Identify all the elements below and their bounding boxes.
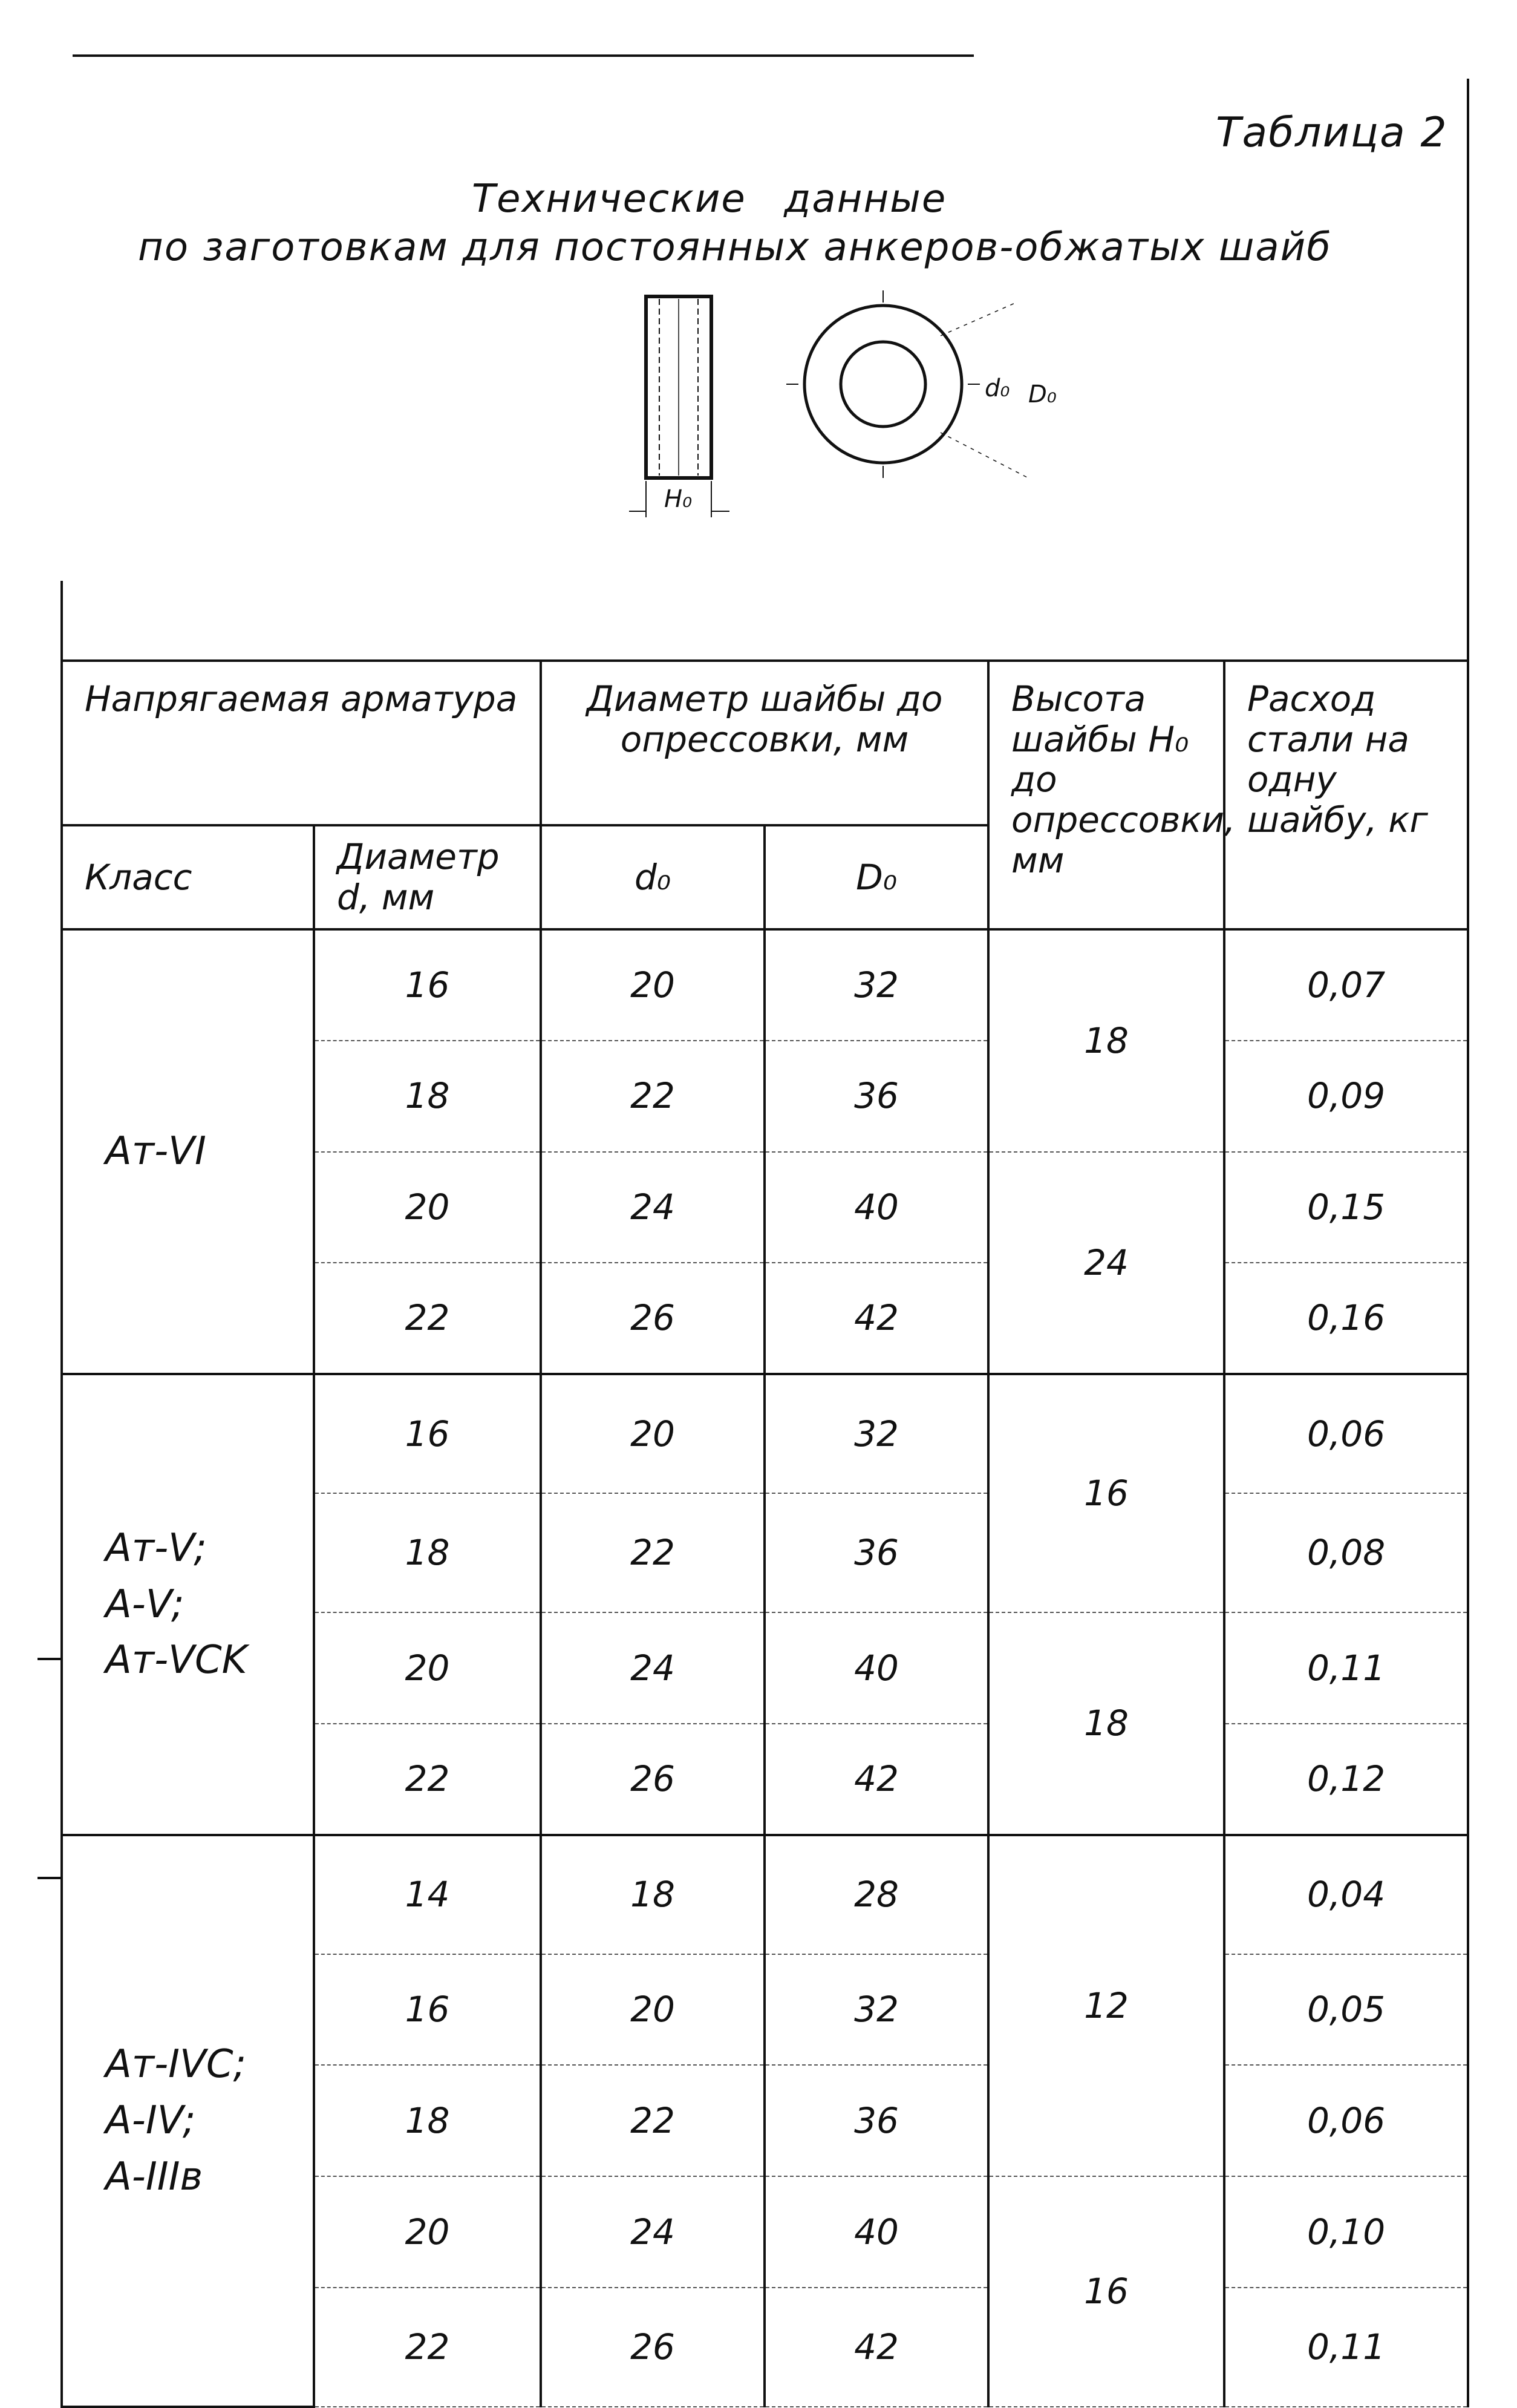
cell-height: 18 (988, 1612, 1224, 1835)
class-line: Ат-IVC; (105, 2042, 247, 2087)
cell-d0: 24 (541, 1152, 765, 1263)
class-line: А-IV; (105, 2098, 196, 2143)
cell-bar-diameter: 20 (314, 2176, 541, 2288)
table-row (62, 929, 1468, 1041)
cell-D0: 40 (765, 1612, 988, 1724)
cell-bar-diameter: 20 (314, 1152, 541, 1263)
cell-D0: 40 (765, 1152, 988, 1263)
header-d0: d₀ (541, 825, 765, 929)
left-frame-line (60, 581, 63, 659)
header-washer-diameter: Диаметр шайбы до опрессовки, мм (541, 661, 988, 825)
class-line: Ат-VCK (105, 1638, 247, 1683)
cell-mass: 0,05 (1224, 1954, 1468, 2066)
cell-D0: 28 (765, 1835, 988, 1954)
cell-bar-diameter: 18 (314, 1041, 541, 1152)
cell-height: 24 (988, 1152, 1224, 1375)
cell-height: 18 (988, 929, 1224, 1152)
cell-d0: 22 (541, 1041, 765, 1152)
cell-mass: 0,10 (1224, 2176, 1468, 2288)
page-title-line2: по заготовкам для постоянных анкеров-обжатых шайб (138, 225, 1332, 270)
cell-mass: 0,16 (1224, 1263, 1468, 1374)
cell-bar-diameter: 18 (314, 1493, 541, 1612)
cell-mass: 0,08 (1224, 1493, 1468, 1612)
cell-height: 16 (988, 1374, 1224, 1612)
cell-D0: 36 (765, 1041, 988, 1152)
cell-bar-diameter: 20 (314, 1612, 541, 1724)
header-D0: D₀ (765, 825, 988, 929)
cell-d0: 18 (541, 1835, 765, 1954)
header-washer-height: Высота шайбы H₀ до опрессовки, мм (988, 661, 1224, 929)
dim-label-D0: D₀ (1028, 381, 1057, 408)
class-cell: Ат-VI (62, 929, 314, 1374)
cell-mass: 0,04 (1224, 1835, 1468, 1954)
cell-D0: 36 (765, 1493, 988, 1612)
cell-bar-diameter: 16 (314, 929, 541, 1041)
cell-d0: 20 (541, 1954, 765, 2066)
cell-d0: 26 (541, 2288, 765, 2407)
cell-d0: 20 (541, 1374, 765, 1493)
cell-bar-diameter: 18 (314, 2065, 541, 2176)
cell-D0: 40 (765, 2176, 988, 2288)
header-class: Класс (62, 825, 314, 929)
table-number-label: Таблица 2 (1216, 109, 1448, 157)
header-steel-consumption: Расход стали на одну шайбу, кг (1224, 661, 1468, 929)
cell-mass: 0,11 (1224, 2288, 1468, 2407)
cell-bar-diameter: 14 (314, 1835, 541, 1954)
cell-bar-diameter: 16 (314, 1954, 541, 2066)
class-cell (62, 1835, 314, 2407)
cell-D0: 32 (765, 1374, 988, 1493)
dim-label-h0: H₀ (664, 485, 693, 513)
cell-bar-diameter: 22 (314, 2288, 541, 2407)
washer-side-view (629, 296, 729, 517)
cell-mass: 0,06 (1224, 2065, 1468, 2176)
cell-d0: 22 (541, 1493, 765, 1612)
margin-mark-2 (38, 1877, 62, 1879)
top-rule (73, 54, 974, 57)
cell-height: 16 (988, 2176, 1224, 2407)
cell-height: 12 (988, 1835, 1224, 2177)
cell-d0: 24 (541, 1612, 765, 1724)
cell-D0: 42 (765, 1263, 988, 1374)
cell-d0: 26 (541, 1263, 765, 1374)
class-line: А-IIIв (105, 2154, 203, 2199)
cell-d0: 24 (541, 2176, 765, 2288)
page-title-line1: Технические данные (472, 177, 947, 221)
cell-D0: 32 (765, 1954, 988, 2066)
cell-bar-diameter: 16 (314, 1374, 541, 1493)
cell-mass: 0,07 (1224, 929, 1468, 1041)
cell-d0: 20 (541, 929, 765, 1041)
margin-mark-1 (38, 1658, 62, 1660)
cell-d0: 26 (541, 1724, 765, 1835)
cell-bar-diameter: 22 (314, 1263, 541, 1374)
class-cell (62, 1374, 314, 1834)
header-bar-diameter: Диаметр d, мм (314, 825, 541, 929)
cell-D0: 42 (765, 1724, 988, 1835)
table-row (62, 1374, 1468, 1493)
cell-mass: 0,09 (1224, 1041, 1468, 1152)
cell-mass: 0,15 (1224, 1152, 1468, 1263)
class-line: Ат-V; (105, 1525, 207, 1571)
washer-drawing (605, 278, 1149, 551)
cell-mass: 0,06 (1224, 1374, 1468, 1493)
cell-bar-diameter: 22 (314, 1724, 541, 1835)
dim-label-d0: d₀ (985, 375, 1010, 402)
cell-D0: 36 (765, 2065, 988, 2176)
cell-D0: 42 (765, 2288, 988, 2407)
cell-D0: 32 (765, 929, 988, 1041)
header-reinforcement: Напрягаемая арматура (62, 661, 541, 825)
washer-data-table (60, 659, 1469, 2408)
cell-mass: 0,12 (1224, 1724, 1468, 1835)
cell-mass: 0,11 (1224, 1612, 1468, 1724)
table-row (62, 1835, 1468, 1954)
right-frame-line (1467, 79, 1469, 659)
cell-d0: 22 (541, 2065, 765, 2176)
class-line: А-V; (105, 1582, 184, 1627)
